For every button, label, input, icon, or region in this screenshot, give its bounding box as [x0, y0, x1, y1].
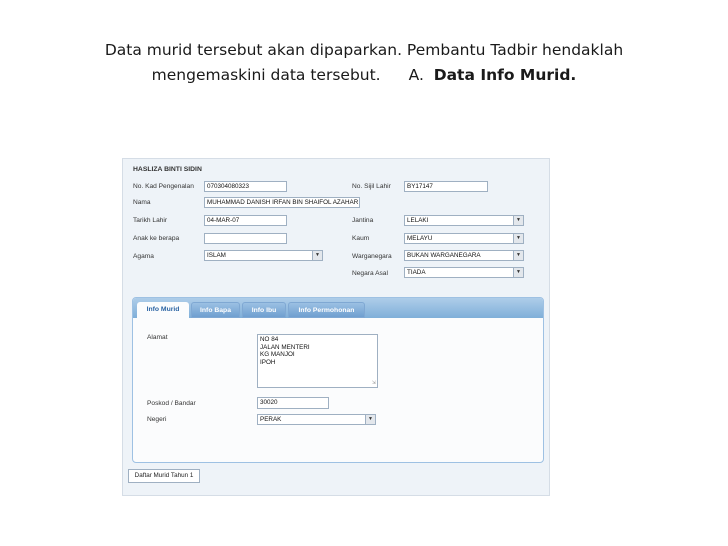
tab-info-murid[interactable]: Info Murid [137, 302, 189, 318]
state-select[interactable] [257, 414, 376, 425]
address-textarea[interactable] [257, 334, 378, 388]
race-value: MELAYU [407, 235, 433, 242]
postcode-label: Poskod / Bandar [147, 400, 196, 407]
chevron-down-icon[interactable]: ▼ [513, 216, 523, 225]
race-select[interactable] [404, 233, 524, 244]
tab-info-bapa[interactable]: Info Bapa [191, 302, 240, 318]
caption-line-1: Data murid tersebut akan dipaparkan. Pembantu Tadbir hendaklah [104, 41, 624, 59]
name-input[interactable]: MUHAMMAD DANISH IRFAN BIN SHAIFOL AZAHAR [204, 197, 360, 208]
religion-label: Agama [133, 253, 154, 260]
student-form-panel [122, 158, 550, 496]
gender-select[interactable] [404, 215, 524, 226]
caption-bold-title: Data Info Murid. [433, 66, 577, 84]
state-label: Negeri [147, 416, 167, 423]
chevron-down-icon[interactable]: ▼ [513, 234, 523, 243]
address-line-1: NO 84 [260, 336, 279, 343]
child-order-input[interactable] [204, 233, 287, 244]
chevron-down-icon[interactable]: ▼ [312, 251, 322, 260]
tab-panel [132, 297, 544, 463]
citizenship-value: BUKAN WARGANEGARA [407, 252, 481, 259]
address-line-3: KG MANJOI [260, 351, 295, 358]
resize-grip-icon[interactable]: ⇲ [371, 379, 376, 386]
ic-label: No. Kad Pengenalan [133, 183, 194, 190]
chevron-down-icon[interactable]: ▼ [365, 415, 375, 424]
tab-content-info-murid [133, 318, 543, 463]
chevron-down-icon[interactable]: ▼ [513, 251, 523, 260]
origin-country-label: Negara Asal [352, 270, 388, 277]
address-label: Alamat [147, 334, 168, 341]
religion-value: ISLAM [207, 252, 226, 259]
caption-line-2-text: mengemaskini data tersebut. [151, 66, 381, 84]
register-year1-button[interactable]: Daftar Murid Tahun 1 [128, 469, 200, 483]
gender-value: LELAKI [407, 217, 429, 224]
citizenship-label: Warganegara [352, 253, 392, 260]
child-order-label: Anak ke berapa [133, 235, 180, 242]
chevron-down-icon[interactable]: ▼ [513, 268, 523, 277]
birth-cert-input[interactable]: BY17147 [404, 181, 488, 192]
caption-marker: A. [408, 66, 424, 84]
citizenship-select[interactable] [404, 250, 524, 261]
dob-label: Tarikh Lahir [133, 217, 168, 224]
postcode-input[interactable]: 30020 [257, 397, 329, 409]
ic-number-input[interactable]: 070304080323 [204, 181, 287, 192]
caption-line-2 [0, 63, 728, 88]
tab-info-permohonan[interactable]: Info Permohonan [288, 302, 365, 318]
address-line-4: IPOH [260, 358, 276, 366]
race-label: Kaum [352, 235, 370, 242]
state-value: PERAK [260, 416, 282, 423]
gender-label: Jantina [352, 217, 374, 224]
tab-info-ibu[interactable]: Info Ibu [242, 302, 286, 318]
origin-country-select[interactable] [404, 267, 524, 278]
birth-cert-label: No. Sijil Lahir [352, 183, 391, 190]
origin-country-value: TIADA [407, 269, 426, 276]
religion-select[interactable] [204, 250, 323, 261]
dob-input[interactable]: 04-MAR-07 [204, 215, 287, 226]
name-label: Nama [133, 199, 151, 206]
slide-caption [0, 38, 728, 88]
student-header-name: HASLIZA BINTI SIDIN [133, 166, 202, 173]
address-line-2: JALAN MENTERI [260, 343, 310, 351]
